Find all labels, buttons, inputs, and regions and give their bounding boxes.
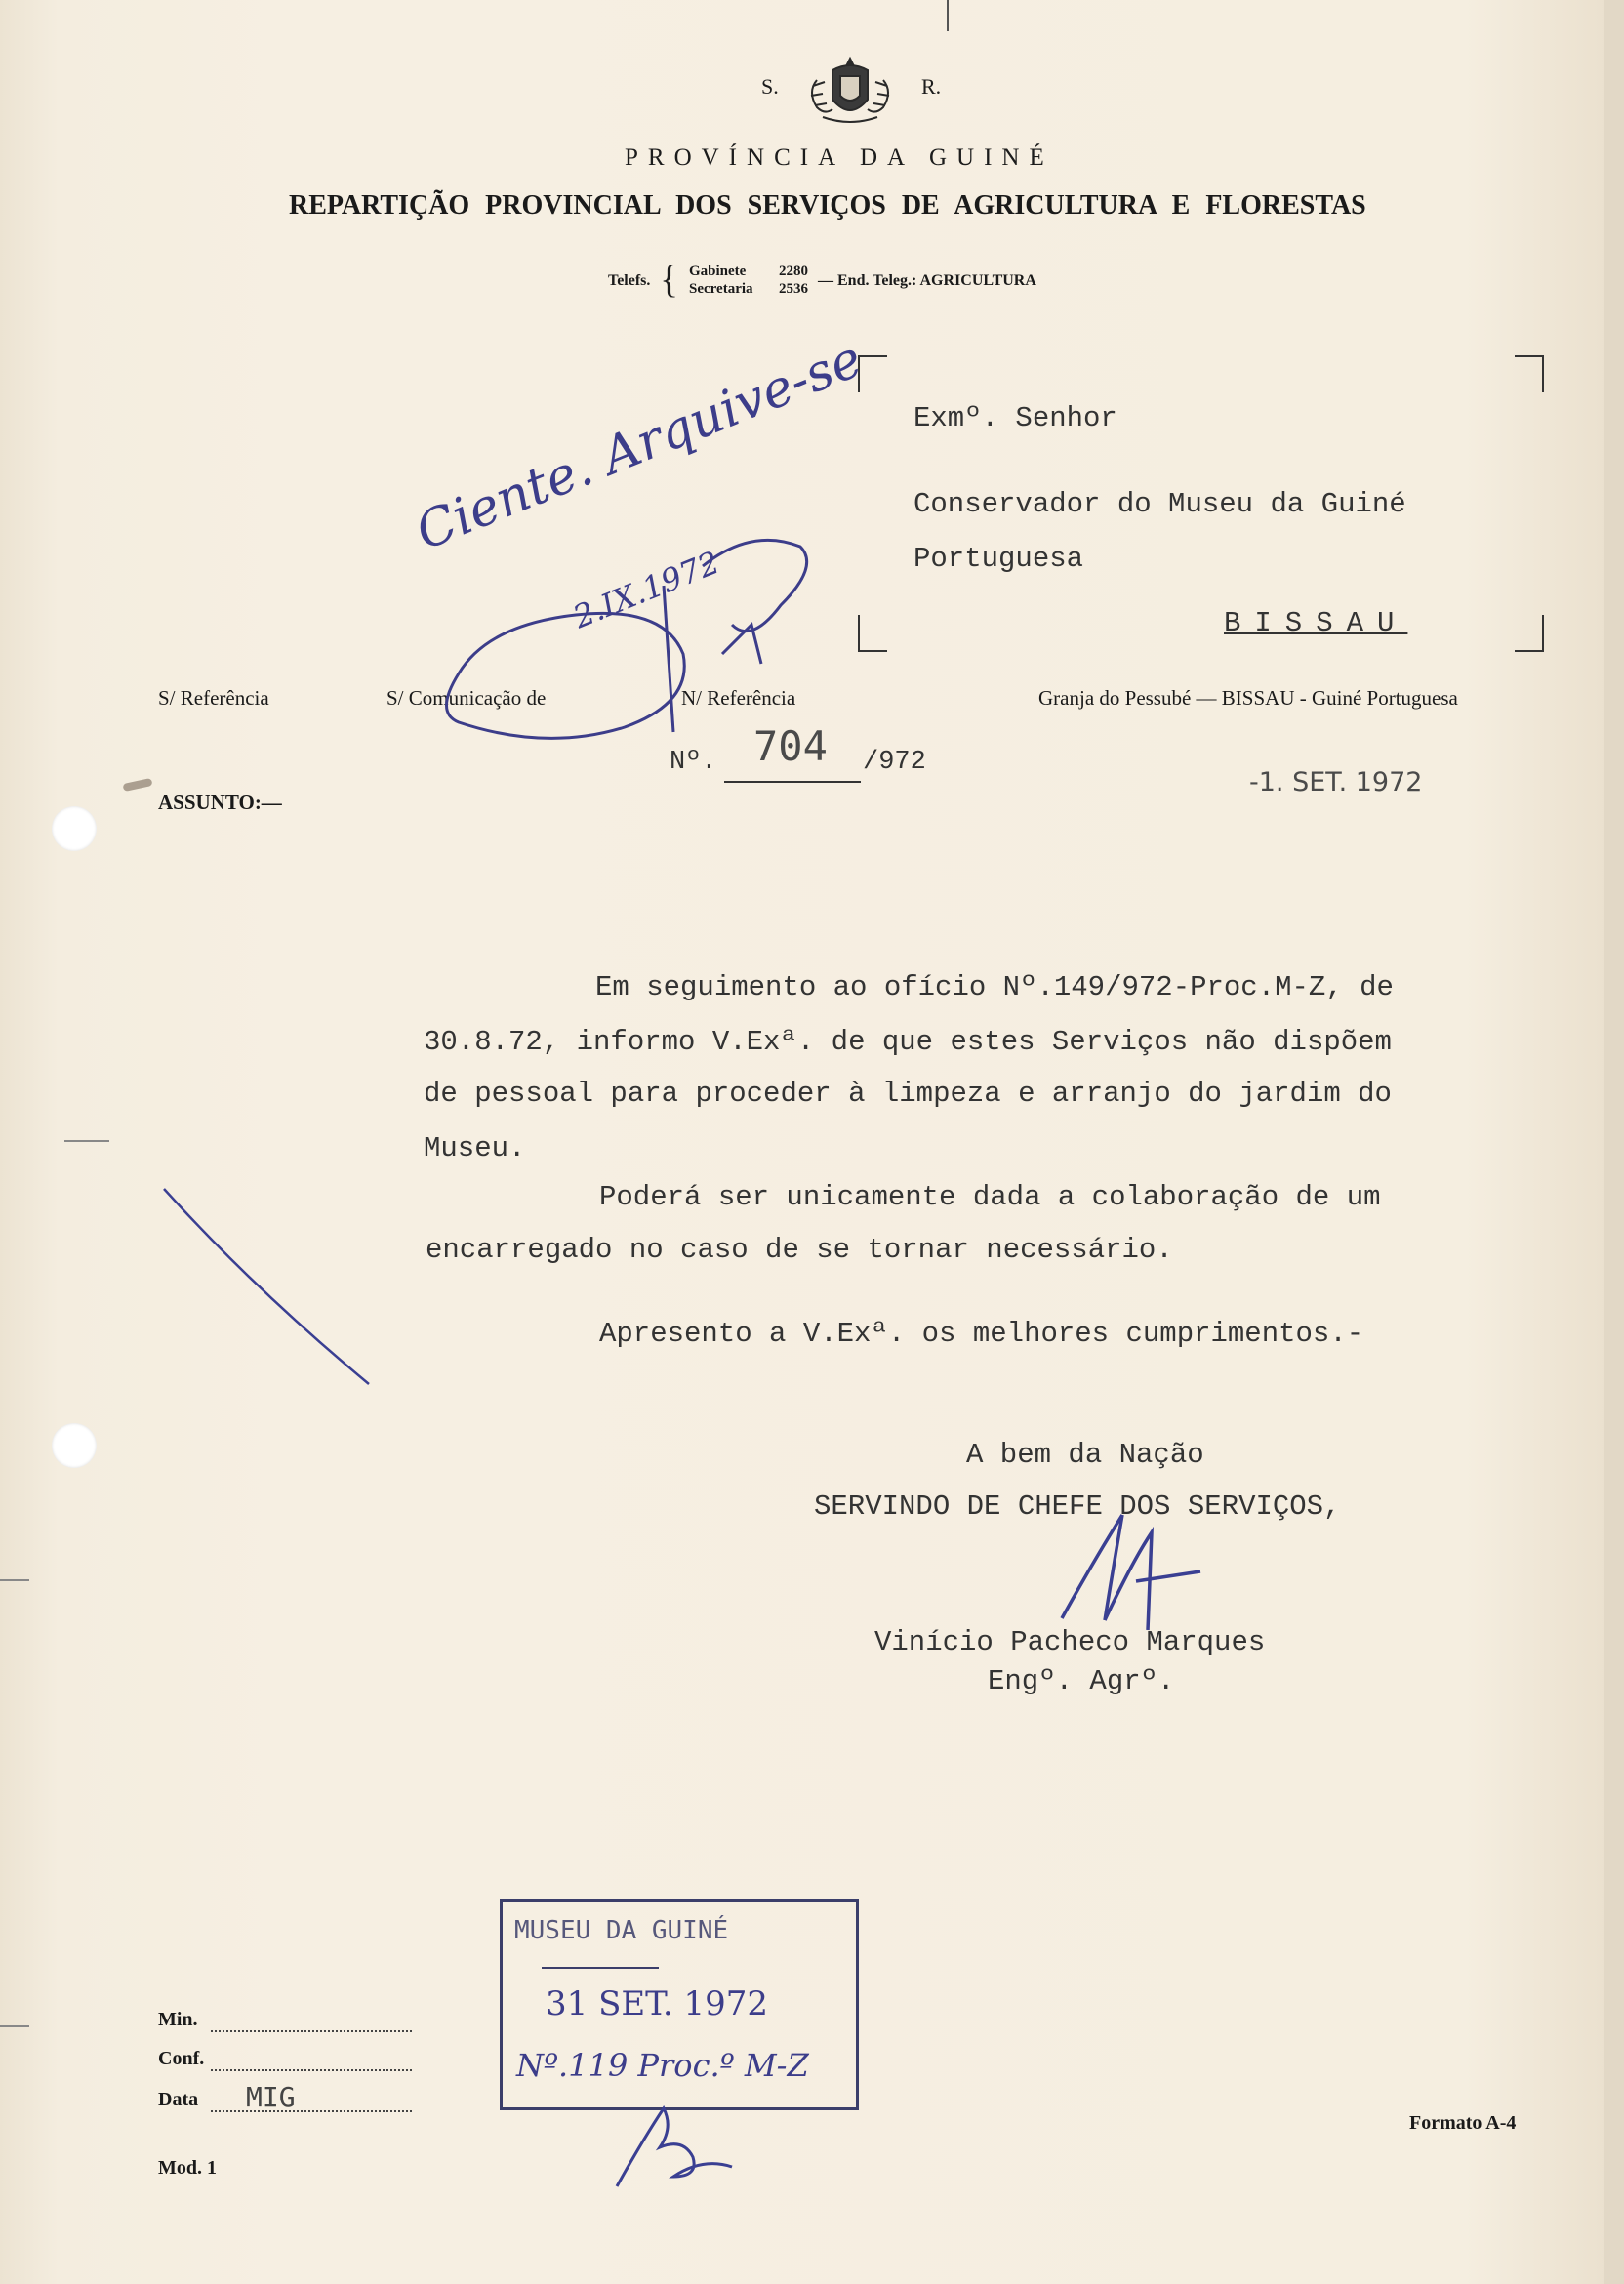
telefs-label: Telefs. [608,272,651,289]
telegraph-address: — End. Teleg.: AGRICULTURA [818,272,1036,289]
body-line-3: de pessoal para proceder à limpeza e arranjo do jardim do [424,1078,1392,1110]
recipient-salutation: Exmº. Senhor [914,402,1117,434]
body-line-4: Museu. [424,1132,526,1164]
min-label: Min. [158,2009,198,2030]
reference-number-suffix: /972 [863,748,926,777]
annotation-line-2: 2.IX.1972 [568,543,725,636]
address-corner-br [1515,615,1544,652]
signature [1054,1503,1220,1640]
stamp-reference: Nº.119 Proc.º M-Z [516,2047,809,2084]
gabinete-number: 2280 [779,264,808,279]
margin-pen-stroke [156,1181,381,1396]
annotation-pen-strokes [429,508,839,752]
gabinete-label: Gabinete [689,264,747,279]
margin-mark-3 [0,2025,29,2027]
fold-mark-top [947,0,949,31]
header-s: S. [761,74,779,99]
body-line-6: encarregado no caso de se tornar necessário. [426,1234,1173,1266]
office-address: Granja do Pessubé — BISSAU - Guiné Portuguesa [1038,686,1458,710]
stamp-date: 31 SET. 1972 [546,1984,769,2023]
department-title: REPARTIÇÃO PROVINCIAL DOS SERVIÇOS DE AGRICULTURA E FLORESTAS [289,190,1366,221]
recipient-line-1: Conservador do Museu da Guiné [914,488,1406,520]
body-line-5: Poderá ser unicamente dada a colaboração de um [599,1181,1381,1213]
stamp-initials [605,2099,751,2196]
closing-line-1: A bem da Nação [966,1439,1204,1471]
data-field [211,2110,412,2112]
secretaria-label: Secretaria [689,281,753,297]
province-title: PROVÍNCIA DA GUINÉ [625,144,1054,171]
conf-label: Conf. [158,2048,205,2069]
s-comunicacao-label: S/ Comunicação de [386,686,547,710]
body-line-7: Apresento a V.Exª. os melhores cumprimentos.- [599,1318,1364,1350]
punch-hole-top [52,806,97,851]
closing-line-2: SERVINDO DE CHEFE DOS SERVIÇOS, [814,1490,1341,1523]
data-label: Data [158,2089,199,2110]
body-line-2: 30.8.72, informo V.Exª. de que estes Serviços não dispõem [424,1026,1392,1058]
signatory-title: Engº. Agrº. [988,1665,1175,1697]
recipient-city: BISSAU [1224,607,1408,639]
address-corner-bl [858,615,887,652]
reference-number-line [724,781,861,783]
n-referencia-label: N/ Referência [681,686,796,710]
reference-number-prefix: Nº. [670,748,717,777]
reference-number-value: 704 [753,722,828,770]
data-value: MIG [246,2081,296,2113]
margin-mark-1 [64,1140,109,1142]
conf-field [211,2069,412,2071]
ink-blot [122,778,152,792]
stamp-museum-name: MUSEU DA GUINÉ [514,1916,729,1945]
margin-mark-2 [0,1579,29,1581]
min-field [211,2030,412,2032]
date-stamp: -1. SET. 1972 [1249,767,1423,797]
annotation-line-1: Ciente. Arquive-se [408,329,871,562]
model-number: Mod. 1 [158,2157,217,2179]
telefs-brace: { [660,257,679,301]
punch-hole-bottom [52,1423,97,1468]
assunto-label: ASSUNTO:— [158,791,282,814]
s-referencia-label: S/ Referência [158,686,269,710]
signatory-name: Vinício Pacheco Marques [874,1626,1266,1658]
stamp-divider [542,1967,659,1969]
address-corner-tr [1515,355,1544,392]
recipient-line-2: Portuguesa [914,543,1084,575]
format-label: Formato A-4 [1409,2112,1517,2134]
coat-of-arms-emblem [803,53,897,129]
secretaria-number: 2536 [779,281,808,297]
museum-receipt-stamp [500,1899,859,2110]
body-line-1: Em seguimento ao ofício Nº.149/972-Proc.M-Z, de [595,971,1394,1003]
header-r: R. [921,74,942,99]
